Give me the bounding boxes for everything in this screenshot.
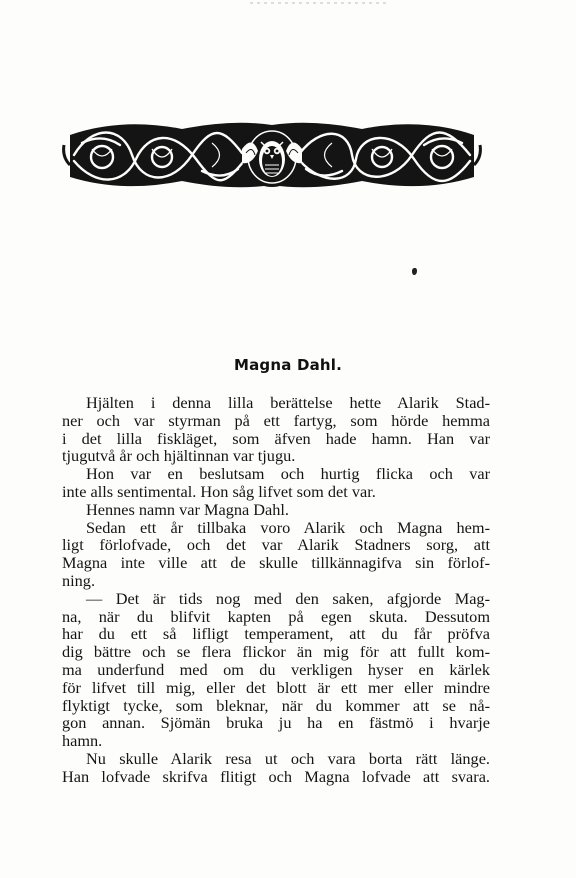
text-line: hamn. <box>62 731 103 751</box>
body-text <box>62 394 490 786</box>
text-line: ner och var styrman på ett fartyg, som hörde hemma <box>62 410 490 430</box>
text-line: dig bättre och se flera flickor än mig för att fullt kom- <box>62 642 490 662</box>
text-line: Hon var en beslutsam och hurtig flicka och var <box>86 464 490 484</box>
text-line: ligt förlofvade, och det var Alarik Stadners sorg, att <box>62 535 490 555</box>
text-line: för lifvet till mig, eller det blott är ett mer eller mindre <box>62 677 490 697</box>
text-line: Hennes namn var Magna Dahl. <box>86 499 289 519</box>
text-line: Hjälten i denna lilla berättelse hette Alarik Stad- <box>86 393 490 412</box>
chapter-title: Magna Dahl. <box>233 356 343 374</box>
knotwork-headpiece-icon <box>62 115 482 195</box>
text-line: Nu skulle Alarik resa ut och vara borta rätt länge. <box>86 748 490 768</box>
text-line: na, när du blifvit kapten på egen skuta. Dessutom <box>62 606 490 626</box>
text-line: Magna inte ville att de skulle tillkännagifva sin förlof- <box>62 553 490 573</box>
text-line: i det lilla fiskläget, som äfven hade hamn. Han var <box>62 428 490 448</box>
text-line: — Det är tids nog med den saken, afgjorde Mag- <box>86 588 490 608</box>
text-line: har du ett så lifligt temperament, att du får pröfva <box>62 624 490 644</box>
ink-speck <box>412 268 417 275</box>
text-line: tjugutvå år och hjältinnan var tjugu. <box>62 446 296 466</box>
text-line: ma underfund med om du verkligen hyser en kärlek <box>62 659 490 679</box>
text-line: Han lofvade skrifva flitigt och Magna lofvade att svara. <box>62 766 490 786</box>
text-line: inte alls sentimental. Hon såg lifvet som det var. <box>62 481 376 501</box>
scan-speckle-top <box>250 2 390 4</box>
text-line: gon annan. Sjömän bruka ju ha en fästmö i hvarje <box>62 713 490 733</box>
text-line: Sedan ett år tillbaka voro Alarik och Magna hem- <box>86 517 490 537</box>
text-line: ning. <box>62 570 96 590</box>
text-line: flyktigt tycke, som bleknar, när du kommer att se nå- <box>62 695 490 715</box>
